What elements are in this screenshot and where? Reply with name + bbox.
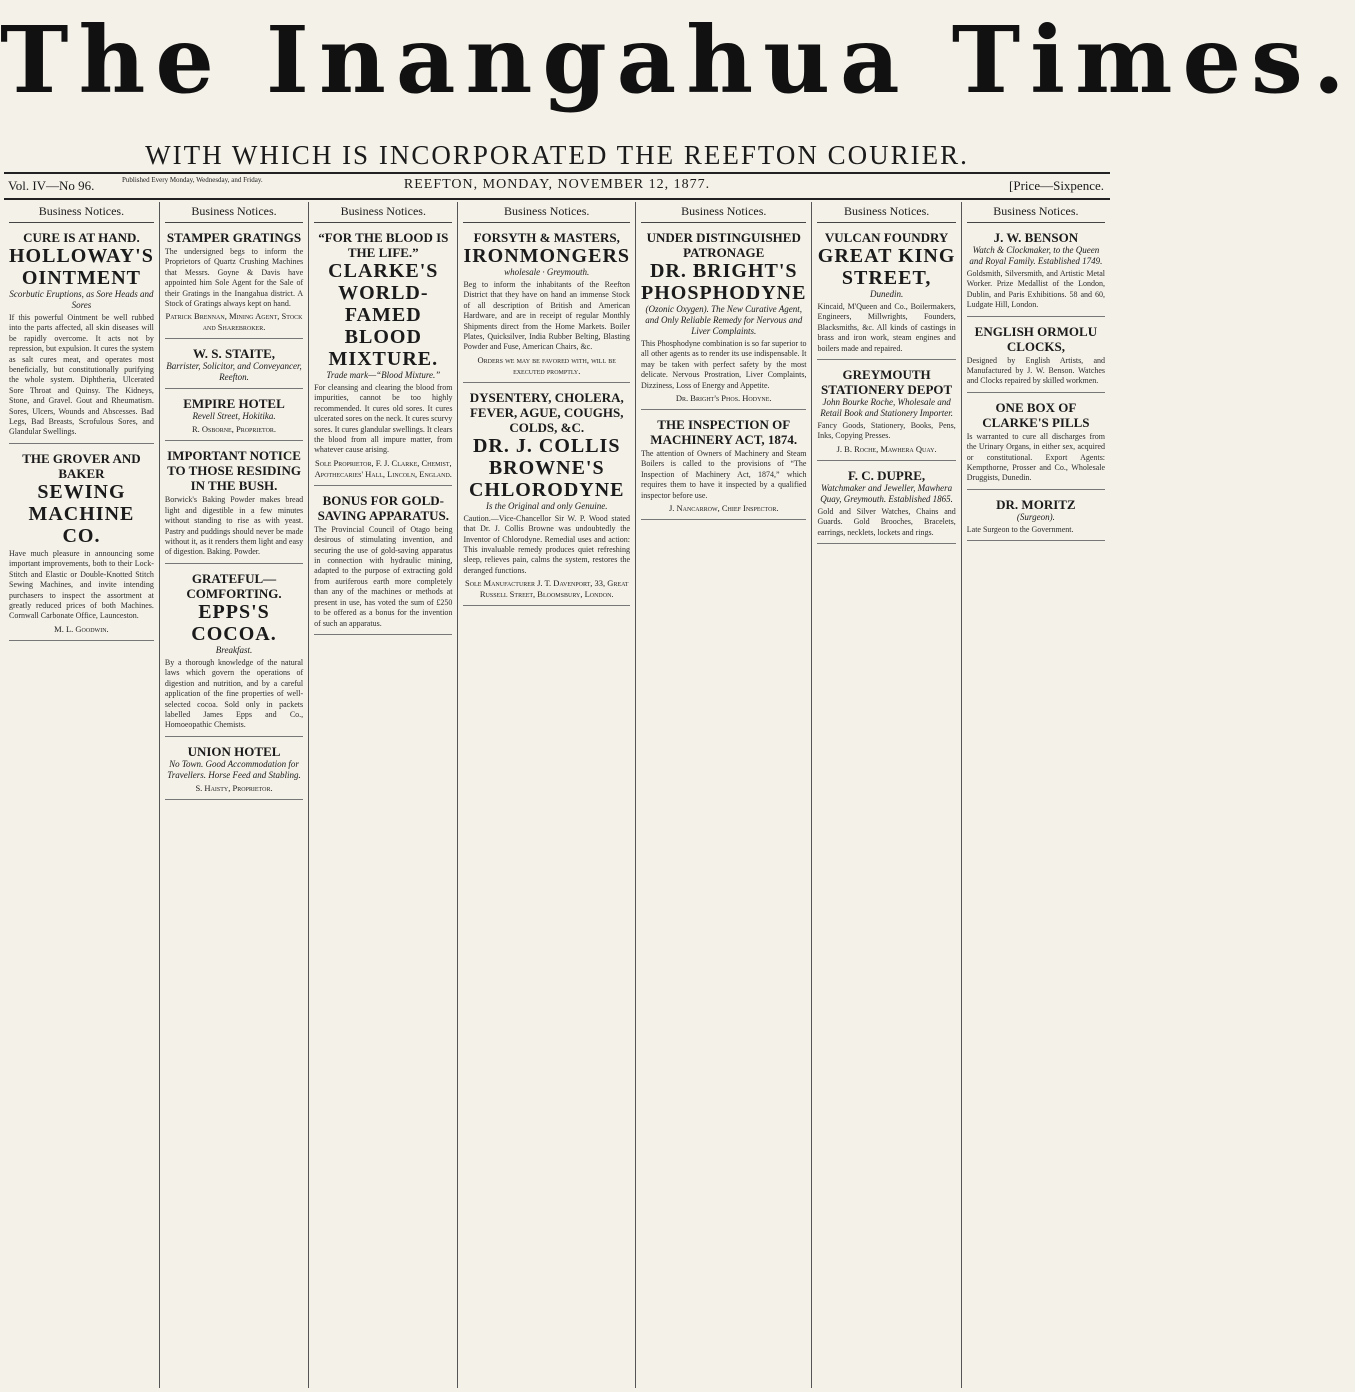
publication-schedule: Published Every Monday, Wednesday, and Friday. bbox=[122, 176, 263, 184]
ad-signature: Sole Proprietor, F. J. Clarke, Chemist, Apothecaries' Hall, Lincoln, England. bbox=[314, 457, 452, 479]
ad-title: ENGLISH ORMOLU CLOCKS, bbox=[974, 323, 1098, 354]
advertisement bbox=[165, 445, 303, 563]
ad-title: IMPORTANT NOTICE TO THOSE RESIDING IN THE BUSH. bbox=[167, 448, 301, 494]
advertisement bbox=[463, 227, 630, 383]
ad-headline: SEWING MACHINE CO. bbox=[28, 480, 135, 547]
advertisement bbox=[967, 494, 1105, 541]
ad-title: DR. MORITZ bbox=[996, 496, 1076, 512]
ad-title: FORSYTH & MASTERS, bbox=[473, 230, 620, 245]
advertisement bbox=[967, 227, 1105, 317]
column-header: Business Notices. bbox=[314, 202, 452, 223]
column-header: Business Notices. bbox=[165, 202, 303, 223]
masthead-title: The Inangahua Times. bbox=[0, 6, 1355, 114]
advertisement bbox=[314, 227, 452, 486]
ad-body-text: Caution.—Vice-Chancellor Sir W. P. Wood stated that Dr. J. Collis Browne was undoubtedly the Inventor of Chlorodyne. Remedial uses and action: This invaluable remedy produces quiet refreshing sleep, relieves pain, calms the system, restores the deranged functions. bbox=[463, 513, 631, 575]
column-5 bbox=[636, 202, 812, 1388]
advertisement bbox=[165, 741, 303, 800]
dateline bbox=[4, 176, 1110, 196]
advertisement bbox=[817, 465, 955, 544]
ad-headline: CLARKE'S WORLD-FAMED BLOOD MIXTURE. bbox=[328, 260, 439, 370]
column-2 bbox=[160, 202, 309, 1388]
ad-title: GRATEFUL—COMFORTING. bbox=[186, 570, 282, 601]
ad-subtitle: Is the Original and only Genuine. bbox=[485, 500, 608, 511]
advertisement bbox=[165, 343, 303, 389]
advertisement bbox=[641, 227, 806, 410]
ad-signature: J. Nancarrow, Chief Inspector. bbox=[668, 503, 779, 514]
ad-title: EMPIRE HOTEL bbox=[183, 396, 285, 412]
volume-number: Vol. IV—No 96. bbox=[8, 178, 95, 193]
column-7 bbox=[962, 202, 1110, 1388]
issue-price: [Price—Sixpence. bbox=[1009, 178, 1104, 193]
ad-subtitle: Revell Street, Hokitika. bbox=[192, 411, 276, 422]
ad-subtitle: John Bourke Roche, Wholesale and Retail Book and Stationery Importer. bbox=[820, 397, 953, 419]
ad-subtitle: (Ozonic Oxygen). The New Curative Agent, and Only Reliable Remedy for Nervous and Liver Complaints. bbox=[645, 304, 803, 336]
ad-headline: IRONMONGERS bbox=[463, 245, 631, 267]
ad-signature: Patrick Brennan, Mining Agent, Stock and Sharebroker. bbox=[165, 311, 303, 333]
advertisement bbox=[817, 364, 955, 461]
ad-body-text: This Phosphodyne combination is so far superior to all other agents as to render its use indispensable. It may be taken with perfect safety by the most delicate. Nervous Prostration, Liver Complaints, Dizziness, Loss of Energy and Appetite. bbox=[641, 339, 807, 390]
ad-title: ONE BOX OF CLARKE'S PILLS bbox=[982, 399, 1090, 430]
ad-signature: Sole Manufacturer J. T. Davenport, 33, Great Russell Street, Bloomsbury, London. bbox=[465, 578, 629, 600]
ad-headline: GREAT KING STREET, bbox=[817, 245, 956, 289]
advertisement bbox=[641, 414, 806, 520]
ad-title: STAMPER GRATINGS bbox=[166, 230, 302, 245]
ad-headline: DR. J. COLLIS BROWNE'S CHLORODYNE bbox=[468, 434, 625, 501]
ad-body-text: If this powerful Ointment be well rubbed into the parts affected, all skin diseases will be rapidly overcome. It acts not by repression, but expulsion. It cures the system as salt cures meat, and operates most beneficially, but constitutionally purifying the whole system. Diphtheria, Ulcerated Sore Throat and Quinsy. The Kidneys, Stone, and Gravel. Gout and Rheumatism. Sores, Ulcers, Wounds and Abscesses. Bad Legs, Bad Breasts, Scrofulous Sores, and Glandular Swellings. bbox=[9, 313, 154, 437]
advertisement bbox=[9, 227, 154, 444]
masthead-subtitle: WITH WHICH IS INCORPORATED THE REEFTON COURIER. bbox=[145, 140, 969, 170]
ad-body-text: The Provincial Council of Otago being desirous of stimulating invention, and securing the use of gold-saving apparatus in connection with hydraulic mining, adapted to the purpose of extracting gold from auriferous earth more completely than any of the machines or methods at present in use, has voted the sum of £250 to be offered as a bonus for the invention of such an apparatus. bbox=[314, 524, 453, 628]
ad-title: “FOR THE BLOOD IS THE LIFE.” bbox=[318, 230, 449, 260]
advertisement bbox=[314, 490, 452, 635]
advertisement bbox=[817, 227, 955, 360]
ad-signature: S. Haisty, Proprietor. bbox=[195, 782, 273, 793]
ad-title: W. S. STAITE, bbox=[193, 346, 276, 362]
issue-date: REEFTON, MONDAY, NOVEMBER 12, 1877. bbox=[403, 177, 711, 192]
column-6 bbox=[812, 202, 961, 1388]
ad-headline: DR. BRIGHT'S PHOSPHODYNE bbox=[641, 260, 807, 304]
ad-subtitle: Breakfast. bbox=[215, 644, 253, 655]
ad-headline: HOLLOWAY'S OINTMENT bbox=[9, 245, 154, 289]
advertisement bbox=[9, 448, 154, 641]
advertisement bbox=[165, 568, 303, 737]
ad-subtitle: Watchmaker and Jeweller, Mawhera Quay, Greymouth. Established 1865. bbox=[820, 482, 953, 504]
ad-body-text: Designed by English Artists, and Manufactured by J. W. Benson. Watches and Clocks repaired by skilled workmen. bbox=[966, 355, 1106, 386]
ad-signature: Orders we may be favored with, will be executed promptly. bbox=[477, 354, 616, 376]
ad-signature: R. Osborne, Proprietor. bbox=[191, 424, 277, 435]
ad-subtitle: Barrister, Solicitor, and Conveyancer, Reefton. bbox=[166, 361, 302, 383]
ad-subtitle: Scorbutic Eruptions, as Sore Heads and Sores bbox=[9, 289, 154, 310]
ad-headline: EPPS'S COCOA. bbox=[191, 600, 277, 645]
ad-body-text: Goldsmith, Silversmith, and Artistic Metal Worker. Prize Medallist of the London, Dublin, and Paris Exhibitions. 58 and 60, Ludgate Hill, London. bbox=[966, 269, 1106, 310]
ad-subtitle: wholesale · Greymouth. bbox=[504, 267, 590, 277]
ad-signature: J. B. Roche, Mawhera Quay. bbox=[836, 443, 937, 454]
ad-title: CURE IS AT HAND. bbox=[23, 230, 140, 245]
dateline-rule bbox=[4, 198, 1110, 200]
ad-title: UNION HOTEL bbox=[187, 743, 281, 759]
advertisement bbox=[165, 393, 303, 441]
ad-title: THE INSPECTION OF MACHINERY ACT, 1874. bbox=[650, 417, 798, 448]
ad-body-text: Late Surgeon to the Government. bbox=[966, 524, 1074, 534]
ad-body-text: By a thorough knowledge of the natural laws which govern the operations of digestion and nutrition, and by a careful application of the fine properties of well-selected cocoa. Sold only in packets labelled James Epps and Co., Homoeopathic Chemists. bbox=[164, 657, 304, 730]
top-rule bbox=[4, 172, 1110, 174]
ad-body-text: Gold and Silver Watches, Chains and Guards. Gold Brooches, Bracelets, earrings, necklets, lockets and rings. bbox=[817, 506, 956, 537]
ad-body-text: Kincaid, M'Queen and Co., Boilermakers, Engineers, Millwrights, Founders, Blacksmiths, &c. All kinds of castings in brass and iron work, steam engines and boilers made and repaired. bbox=[817, 302, 956, 353]
ad-body-text: The undersigned begs to inform the Proprietors of Quartz Crushing Machines that Messrs. Goyne & Davis have appointed him Sole Agent for the Sale of their Gratings in the Inangahua district. A Stock of Gratings always kept on hand. bbox=[164, 247, 304, 309]
masthead bbox=[0, 0, 1355, 140]
column-1 bbox=[4, 202, 160, 1388]
ad-body-text: For cleansing and clearing the blood from impurities, cannot be too highly recommended. It cures old sores. It cures ulcerated sores on the neck. It cures scurvy sores. It cures glandular swellings. It clears the blood from all impure matter, from whatever cause arising. bbox=[314, 383, 453, 455]
column-4 bbox=[458, 202, 636, 1388]
column-header: Business Notices. bbox=[817, 202, 955, 223]
ad-subtitle: Watch & Clockmaker, to the Queen and Royal Family. Established 1749. bbox=[969, 245, 1103, 266]
ad-body-text: Is warranted to cure all discharges from the Urinary Organs, in either sex, acquired or constitutional. Export Agents: Kempthorne, Prosser and Co., Wholesale Druggists, Dunedin. bbox=[966, 431, 1106, 483]
ad-title: UNDER DISTINGUISHED PATRONAGE bbox=[646, 230, 801, 260]
ad-body-text: The attention of Owners of Machinery and Steam Boilers is called to the provisions of “The Inspection of Machinery Act, 1874,” which requires them to have it inspected by a qualified inspector before use. bbox=[641, 449, 807, 500]
columns-area bbox=[4, 202, 1110, 1388]
ad-title: F. C. DUPRE, bbox=[848, 467, 926, 483]
column-header: Business Notices. bbox=[463, 202, 630, 223]
ad-signature: M. L. Goodwin. bbox=[54, 623, 109, 634]
ad-title: DYSENTERY, CHOLERA, FEVER, AGUE, COUGHS, COLDS, &C. bbox=[469, 389, 624, 435]
column-header: Business Notices. bbox=[641, 202, 806, 223]
ad-body-text: Have much pleasure in announcing some important improvements, both to their Lock-Stitch and Elastic or Double-Knotted Stitch Sewing Machines, and invite intending purchasers to inspect the assortment at greatly reduced prices of both Machines. Cornwall Carbonate Office, Launceston. bbox=[9, 548, 154, 621]
advertisement bbox=[967, 321, 1105, 393]
ad-subtitle: No Town. Good Accommodation for Travellers. Horse Feed and Stabling. bbox=[167, 758, 301, 780]
ad-title: THE GROVER AND BAKER bbox=[22, 450, 141, 481]
advertisement bbox=[463, 387, 630, 606]
ad-subtitle: (Surgeon). bbox=[1016, 511, 1055, 522]
ad-signature: Dr. Bright's Phos. Hodyne. bbox=[675, 393, 772, 404]
advertisement bbox=[967, 397, 1105, 490]
column-header: Business Notices. bbox=[967, 202, 1105, 223]
ad-title: VULCAN FOUNDRY bbox=[824, 230, 949, 245]
ad-body-text: Beg to inform the inhabitants of the Reefton District that they have on hand an immense Stock of all description of British and American Hardware, and are in receipt of regular Monthly Shipments direct from the Home Markets. Boiler Plates, Quicksilver, India Rubber Belting, Blasting Powder and Fuse, American Chairs, &c. bbox=[463, 280, 631, 352]
ad-title: BONUS FOR GOLD-SAVING APPARATUS. bbox=[317, 492, 450, 523]
ad-title: GREYMOUTH STATIONERY DEPOT bbox=[821, 367, 953, 398]
ad-title: J. W. BENSON bbox=[993, 230, 1079, 245]
column-3 bbox=[309, 202, 458, 1388]
ad-body-text: Fancy Goods, Stationery, Books, Pens, Inks, Copying Presses. bbox=[817, 421, 956, 441]
advertisement bbox=[165, 227, 303, 339]
ad-subtitle: Trade mark—“Blood Mixture.” bbox=[326, 370, 441, 380]
column-header: Business Notices. bbox=[9, 202, 154, 223]
ad-subtitle: Dunedin. bbox=[869, 289, 904, 299]
ad-body-text: Borwick's Baking Powder makes bread light and digestible in a few minutes without standing to rise as with yeast. Pastry and puddings should never be made without it, as it renders them light and easy of digestion. Baking. Powder. bbox=[164, 495, 304, 557]
